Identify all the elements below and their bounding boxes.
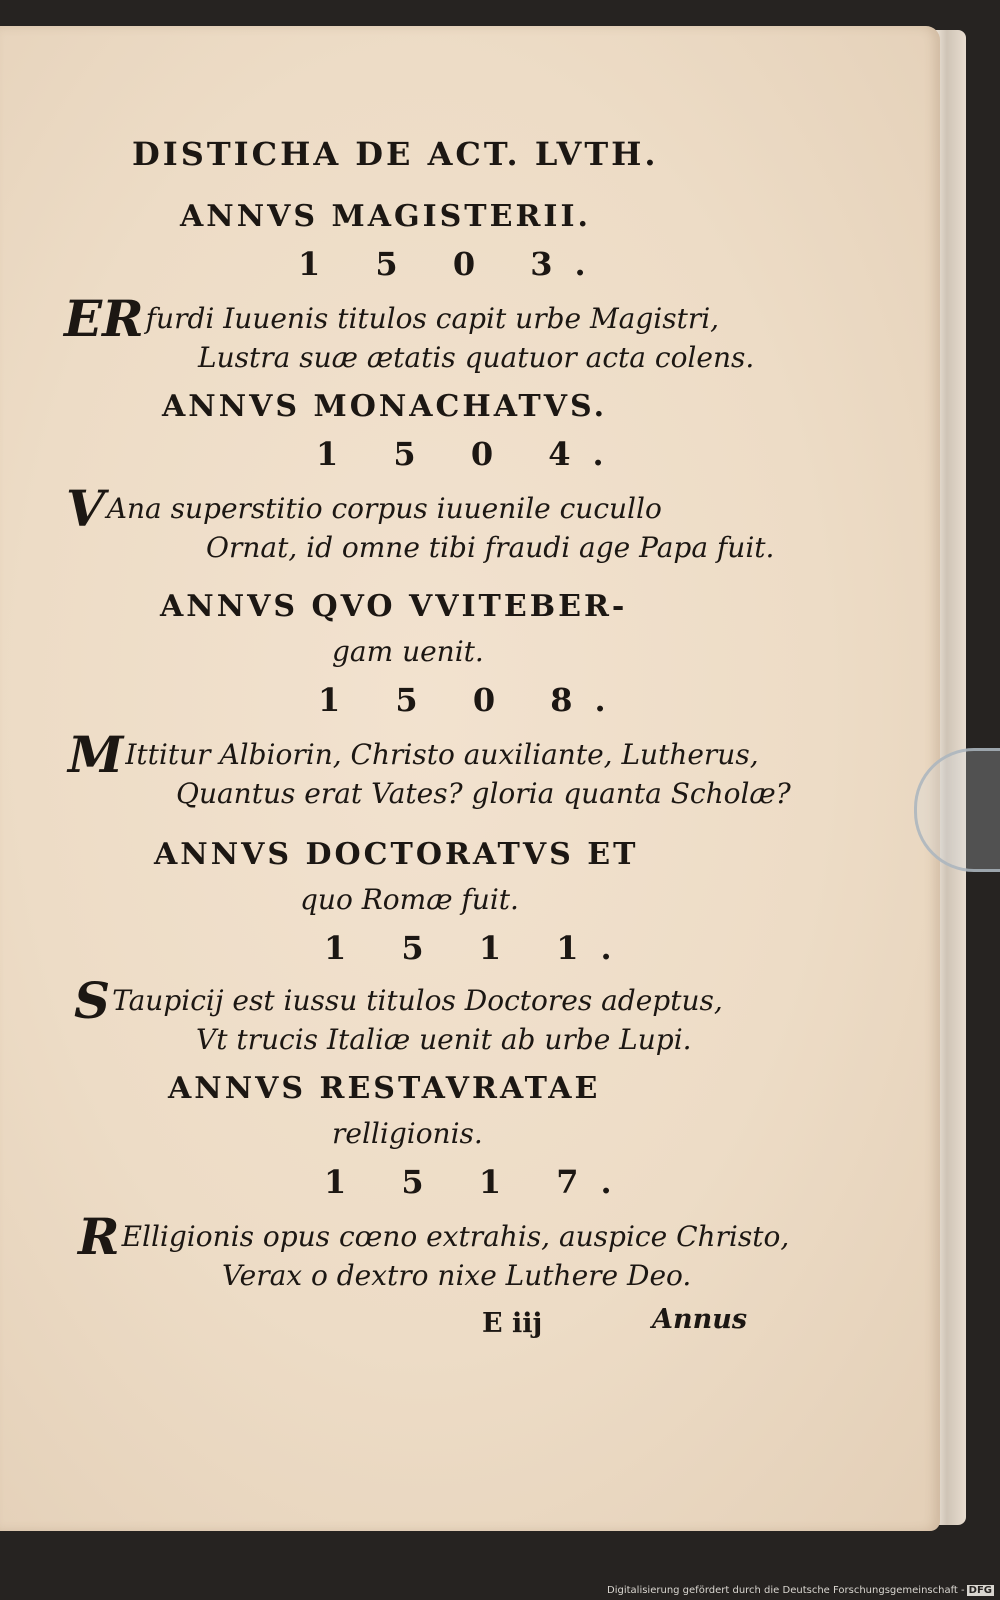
section-title-continued: gam uenit. bbox=[332, 635, 484, 668]
drop-initial: ER bbox=[64, 289, 144, 348]
verse-text: furdi Iuuenis titulos capit urbe Magistri, bbox=[145, 302, 720, 335]
section-title: ANNVS DOCTORATVS ET bbox=[154, 837, 639, 872]
verse-line bbox=[68, 725, 759, 784]
section-title: ANNVS RESTAVRATAE bbox=[168, 1071, 601, 1106]
section-year: 1 5 1 7. bbox=[324, 1163, 634, 1201]
section-year: 1 5 0 4. bbox=[316, 435, 626, 473]
section-year: 1 5 1 1. bbox=[324, 929, 634, 967]
verse-line: Verax o dextro nixe Luthere Deo. bbox=[222, 1259, 692, 1292]
signature-mark: E iij bbox=[482, 1308, 543, 1339]
section-year: 1 5 0 8. bbox=[318, 681, 628, 719]
section-title: ANNVS MONACHATVS. bbox=[162, 389, 608, 424]
verse-line bbox=[78, 1207, 790, 1266]
digitization-credit bbox=[607, 1585, 994, 1596]
verse-line bbox=[64, 289, 720, 348]
dfg-logo: DFG bbox=[968, 1585, 992, 1596]
verse-text: Ittitur Albiorin, Christo auxiliante, Lutherus, bbox=[125, 738, 759, 771]
drop-initial: V bbox=[66, 479, 105, 538]
section-year: 1 5 0 3. bbox=[298, 245, 608, 283]
credit-text: Digitalisierung gefördert durch die Deutsche Forschungsgemeinschaft - bbox=[607, 1585, 965, 1596]
section-title: ANNVS MAGISTERII. bbox=[180, 199, 591, 234]
book-page bbox=[0, 26, 940, 1531]
section-title-continued: relligionis. bbox=[332, 1117, 483, 1150]
verse-line: Ornat, id omne tibi fraudi age Papa fuit. bbox=[206, 531, 775, 564]
page-heading: DISTICHA DE ACT. LVTH. bbox=[132, 135, 659, 173]
verse-text: Taupicij est iussu titulos Doctores adeptus, bbox=[112, 984, 723, 1017]
verse-line: Vt trucis Italiæ uenit ab urbe Lupi. bbox=[196, 1023, 692, 1056]
verse-text: Ana superstitio corpus iuuenile cucullo bbox=[106, 492, 662, 525]
drop-initial: S bbox=[74, 971, 111, 1030]
verse-line: Lustra suæ ætatis quatuor acta colens. bbox=[198, 341, 755, 374]
catchword: Annus bbox=[652, 1304, 748, 1335]
section-title-continued: quo Romæ fuit. bbox=[300, 883, 519, 916]
verse-text: Elligionis opus cœno extrahis, auspice Christo, bbox=[121, 1220, 790, 1253]
verse-line: Quantus erat Vates? gloria quanta Scholæ? bbox=[176, 777, 791, 810]
drop-initial: R bbox=[78, 1207, 120, 1266]
verse-line bbox=[66, 479, 662, 538]
section-title: ANNVS QVO VVITEBER- bbox=[160, 589, 628, 624]
verse-line bbox=[74, 971, 723, 1030]
drop-initial: M bbox=[68, 725, 124, 784]
